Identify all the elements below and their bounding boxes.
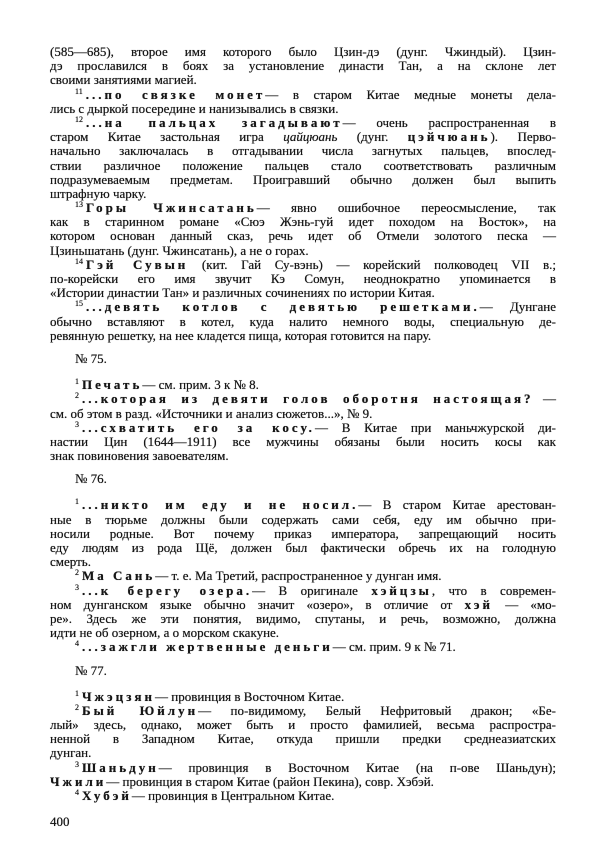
text-line <box>50 378 556 392</box>
spaced-term: ...схватить его за косу. <box>82 419 315 435</box>
footnote <box>50 584 556 641</box>
text-line <box>50 187 556 201</box>
notes-section <box>50 472 556 654</box>
footnote-number: 1 <box>75 497 79 507</box>
text-segment: — провинция в Восточном Китае. <box>154 688 345 704</box>
text-segment: носили родные. Вот почему приказ императора, запрещающий носить <box>50 525 556 541</box>
italic-term: цайцюань <box>283 129 338 145</box>
text-segment: — «мо- <box>493 596 556 612</box>
text-segment: ные в тюрьме должны были содержать сами себя, еду им обычно при- <box>50 511 556 527</box>
text-line <box>50 498 556 512</box>
text-segment: котором основан данный сказ, речь идет об Отмели золотого песка — <box>50 228 556 244</box>
footnote <box>50 569 556 583</box>
footnote <box>50 392 556 420</box>
footnote <box>50 789 556 803</box>
text-line <box>50 88 556 102</box>
text-segment: еду людям из рода Щё, должен был фактически обречь их на голодную <box>50 540 556 555</box>
text-line <box>50 435 556 449</box>
text-line <box>50 130 556 144</box>
text-line <box>50 527 556 541</box>
spaced-term: ...к берегу озера. <box>82 582 253 598</box>
text-line <box>50 612 556 626</box>
text-segment: (кит. Гай Су-вэнь) — корейский полководец VII в.; <box>188 256 556 272</box>
text-segment: — провинция в Восточном Китае (на п-ове Шаньдун); <box>158 759 556 775</box>
section-heading: № 76. <box>75 471 107 487</box>
text-segment: как в старинном романе «Сюэ Жэнь-гуй идет походом на Восток», на <box>50 214 556 230</box>
notes-section <box>50 664 556 804</box>
text-line <box>50 59 556 73</box>
text-segment: — В старом Китае арестован- <box>358 497 556 513</box>
text-segment: Цзиньшатань (дунг. Чжинсатань), а не о горах. <box>50 242 309 258</box>
text-segment: — Дунгане <box>479 299 556 315</box>
spaced-term: хэйцзы <box>371 582 432 598</box>
footnote <box>50 300 556 343</box>
text-line <box>50 690 556 704</box>
text-segment: ствии различное положение пальцев стало соответствовать различным <box>50 157 556 173</box>
text-line <box>50 286 556 300</box>
text-line <box>50 272 556 286</box>
text-segment: — В Китае при маньчжурской ди- <box>314 419 557 435</box>
text-segment: — по-видимому, Белый Нефритовый дракон; «Бе- <box>198 702 556 718</box>
text-line <box>50 215 556 229</box>
text-segment: см. об этом в разд. «Источники и анализ сюжетов...», № 9. <box>50 405 373 421</box>
text-line <box>50 555 556 569</box>
text-segment: — см. прим. 3 к № 8. <box>142 377 259 393</box>
text-segment: (585—685), второе имя которого было Цзин-дэ (дунг. Чжиндый). Цзин- <box>50 44 556 59</box>
text-line <box>50 173 556 187</box>
footnote <box>50 640 556 654</box>
spaced-term: ...которая из девяти голов оборотня настоящая? <box>82 391 534 407</box>
text-line <box>50 45 556 59</box>
text-line <box>50 159 556 173</box>
text-segment: — т. е. Ма Третий, распространенное у дунган имя. <box>155 568 442 584</box>
text-line <box>50 789 556 803</box>
text-line <box>50 761 556 775</box>
page-number: 400 <box>50 814 70 830</box>
text-line <box>50 513 556 527</box>
spaced-term: ...по связке монет <box>85 86 266 102</box>
text-line <box>50 201 556 215</box>
text-line <box>50 329 556 343</box>
text-segment: лись с дыркой посередине и нанизывались в связки. <box>50 100 339 116</box>
text-segment: начально заключалась в отгадывании числа загнутых пальцев, впослед- <box>50 143 556 159</box>
text-segment: обычно вставляют в котел, куда налито немного воды, специальную де- <box>50 313 556 329</box>
text-segment: ре». Здесь же эти понятия, видимо, спутаны, и речь, возможно, должна <box>50 610 556 626</box>
text-segment: дэ прославился в боях за установление династи Тан, а на склоне лет <box>50 58 556 74</box>
text-line <box>50 407 556 421</box>
text-line <box>50 244 556 258</box>
footnote <box>50 201 556 258</box>
footnote-number: 3 <box>75 582 79 592</box>
text-segment: смерть. <box>50 554 91 570</box>
spaced-term: Шаньдун <box>82 759 159 775</box>
footnote-number: 2 <box>75 568 79 578</box>
text-line <box>50 229 556 243</box>
footnote <box>50 88 556 116</box>
text-segment: — очень распространенная в <box>342 114 556 130</box>
text-segment: лый» здесь, однако, может быть и просто фамилией, весьма распростра- <box>50 717 556 733</box>
text-segment: — В оригинале <box>252 582 372 598</box>
section-heading: № 75. <box>75 350 107 366</box>
text-segment: — явно ошибочное переосмысление, так <box>256 200 556 216</box>
text-segment: — в старом Китае медные монеты дела- <box>265 86 556 102</box>
text-segment: — провинция в Центральном Китае. <box>131 788 335 803</box>
spaced-term: Хубэй <box>82 788 132 803</box>
text-segment: штрафную чарку. <box>50 185 147 201</box>
footnote <box>50 704 556 761</box>
footnote <box>50 378 556 392</box>
text-segment: ном дунганском языке обычно значит «озеро», в отличие от <box>50 596 465 612</box>
footnote <box>50 258 556 301</box>
footnote <box>50 761 556 789</box>
spaced-term: Печать <box>82 377 143 393</box>
text-line <box>50 258 556 272</box>
text-segment: , что в современ- <box>431 582 557 598</box>
text-line <box>50 315 556 329</box>
footnote <box>50 498 556 569</box>
spaced-term: ...на пальцах загадывают <box>86 114 343 130</box>
text-line <box>50 704 556 718</box>
footnote-number: 2 <box>75 702 79 712</box>
footnote-number: 14 <box>75 256 83 266</box>
notes-section <box>50 352 556 463</box>
footnote-number: 15 <box>75 299 83 309</box>
text-line <box>50 640 556 654</box>
text-segment: настии Цин (1644—1911) все мужчины обязаны были носить косы как <box>50 433 556 449</box>
footnote <box>50 45 556 88</box>
footnote-number: 11 <box>75 86 83 96</box>
text-line <box>50 73 556 87</box>
page-body <box>50 45 556 829</box>
spaced-term: Бый Юйлун <box>82 702 199 718</box>
text-segment: старом Китае застольная игра <box>50 129 284 145</box>
footnote-number: 1 <box>75 377 79 387</box>
text-segment: идти не об озерном, а о морском скакуне. <box>50 625 280 641</box>
text-line <box>50 569 556 583</box>
text-line <box>50 392 556 406</box>
text-line <box>50 584 556 598</box>
spaced-term: ...зажгли жертвенные деньги <box>82 639 333 655</box>
footnote-number: 3 <box>75 419 79 429</box>
spaced-term: ...девять котлов с девятью решетками. <box>86 299 480 315</box>
spaced-term: хэй <box>464 596 493 612</box>
footnote-number: 3 <box>75 759 79 769</box>
text-segment: знак повиновения завоевателям. <box>50 448 229 464</box>
text-line <box>50 300 556 314</box>
spaced-term: Чжили <box>50 773 107 789</box>
text-line <box>50 116 556 130</box>
text-line <box>50 626 556 640</box>
spaced-term: Горы Чжинсатань <box>86 200 257 216</box>
spaced-term: Гэй Сувын <box>86 256 189 272</box>
footnote-number: 1 <box>75 688 79 698</box>
spaced-term: Чжэцзян <box>82 688 155 704</box>
text-segment: дунган. <box>50 745 92 761</box>
text-line <box>50 598 556 612</box>
text-segment: — провинция в старом Китае (район Пекина), совр. Хэбэй. <box>106 773 434 789</box>
text-line <box>50 449 556 463</box>
notes-section <box>50 45 556 343</box>
text-line <box>50 102 556 116</box>
spaced-term: Ма Сань <box>82 568 156 584</box>
text-line <box>50 718 556 732</box>
text-segment: (дунг. <box>337 129 408 145</box>
text-line <box>50 732 556 746</box>
text-segment: ревянную решетку, на нее кладется пища, которая готовится на пару. <box>50 327 432 343</box>
text-line <box>50 746 556 760</box>
footnote-number: 4 <box>75 639 79 649</box>
text-segment: — см. прим. 9 к № 71. <box>332 639 456 655</box>
text-segment: ). Перво- <box>490 129 556 145</box>
footnote-number: 13 <box>75 200 83 210</box>
text-line <box>50 541 556 555</box>
text-line <box>50 421 556 435</box>
spaced-term: ...никто им еду и не носил. <box>82 497 359 513</box>
spaced-term: цэйчюань <box>407 129 491 145</box>
footnote <box>50 116 556 201</box>
document-page-text <box>50 45 556 803</box>
text-line <box>50 144 556 158</box>
text-segment: — <box>533 391 556 407</box>
footnote <box>50 421 556 464</box>
text-line <box>50 775 556 789</box>
text-segment: ненной в Западном Китае, откуда пришли предки среднеазиатских <box>50 731 556 747</box>
section-heading: № 77. <box>75 662 107 678</box>
footnote-number: 4 <box>75 788 79 797</box>
text-segment: по-корейски его имя звучит Кэ Сомун, неоднократно упоминается в <box>50 271 556 286</box>
footnote <box>50 690 556 704</box>
text-segment: «Истории династии Тан» и различных сочинениях по истории Китая. <box>50 285 435 301</box>
footnote-number: 2 <box>75 391 79 401</box>
text-segment: подразумеваемым предметам. Проигравший обычно должен был выпить <box>50 171 556 187</box>
footnote-number: 12 <box>75 114 83 124</box>
text-segment: своими занятиями магией. <box>50 72 197 88</box>
